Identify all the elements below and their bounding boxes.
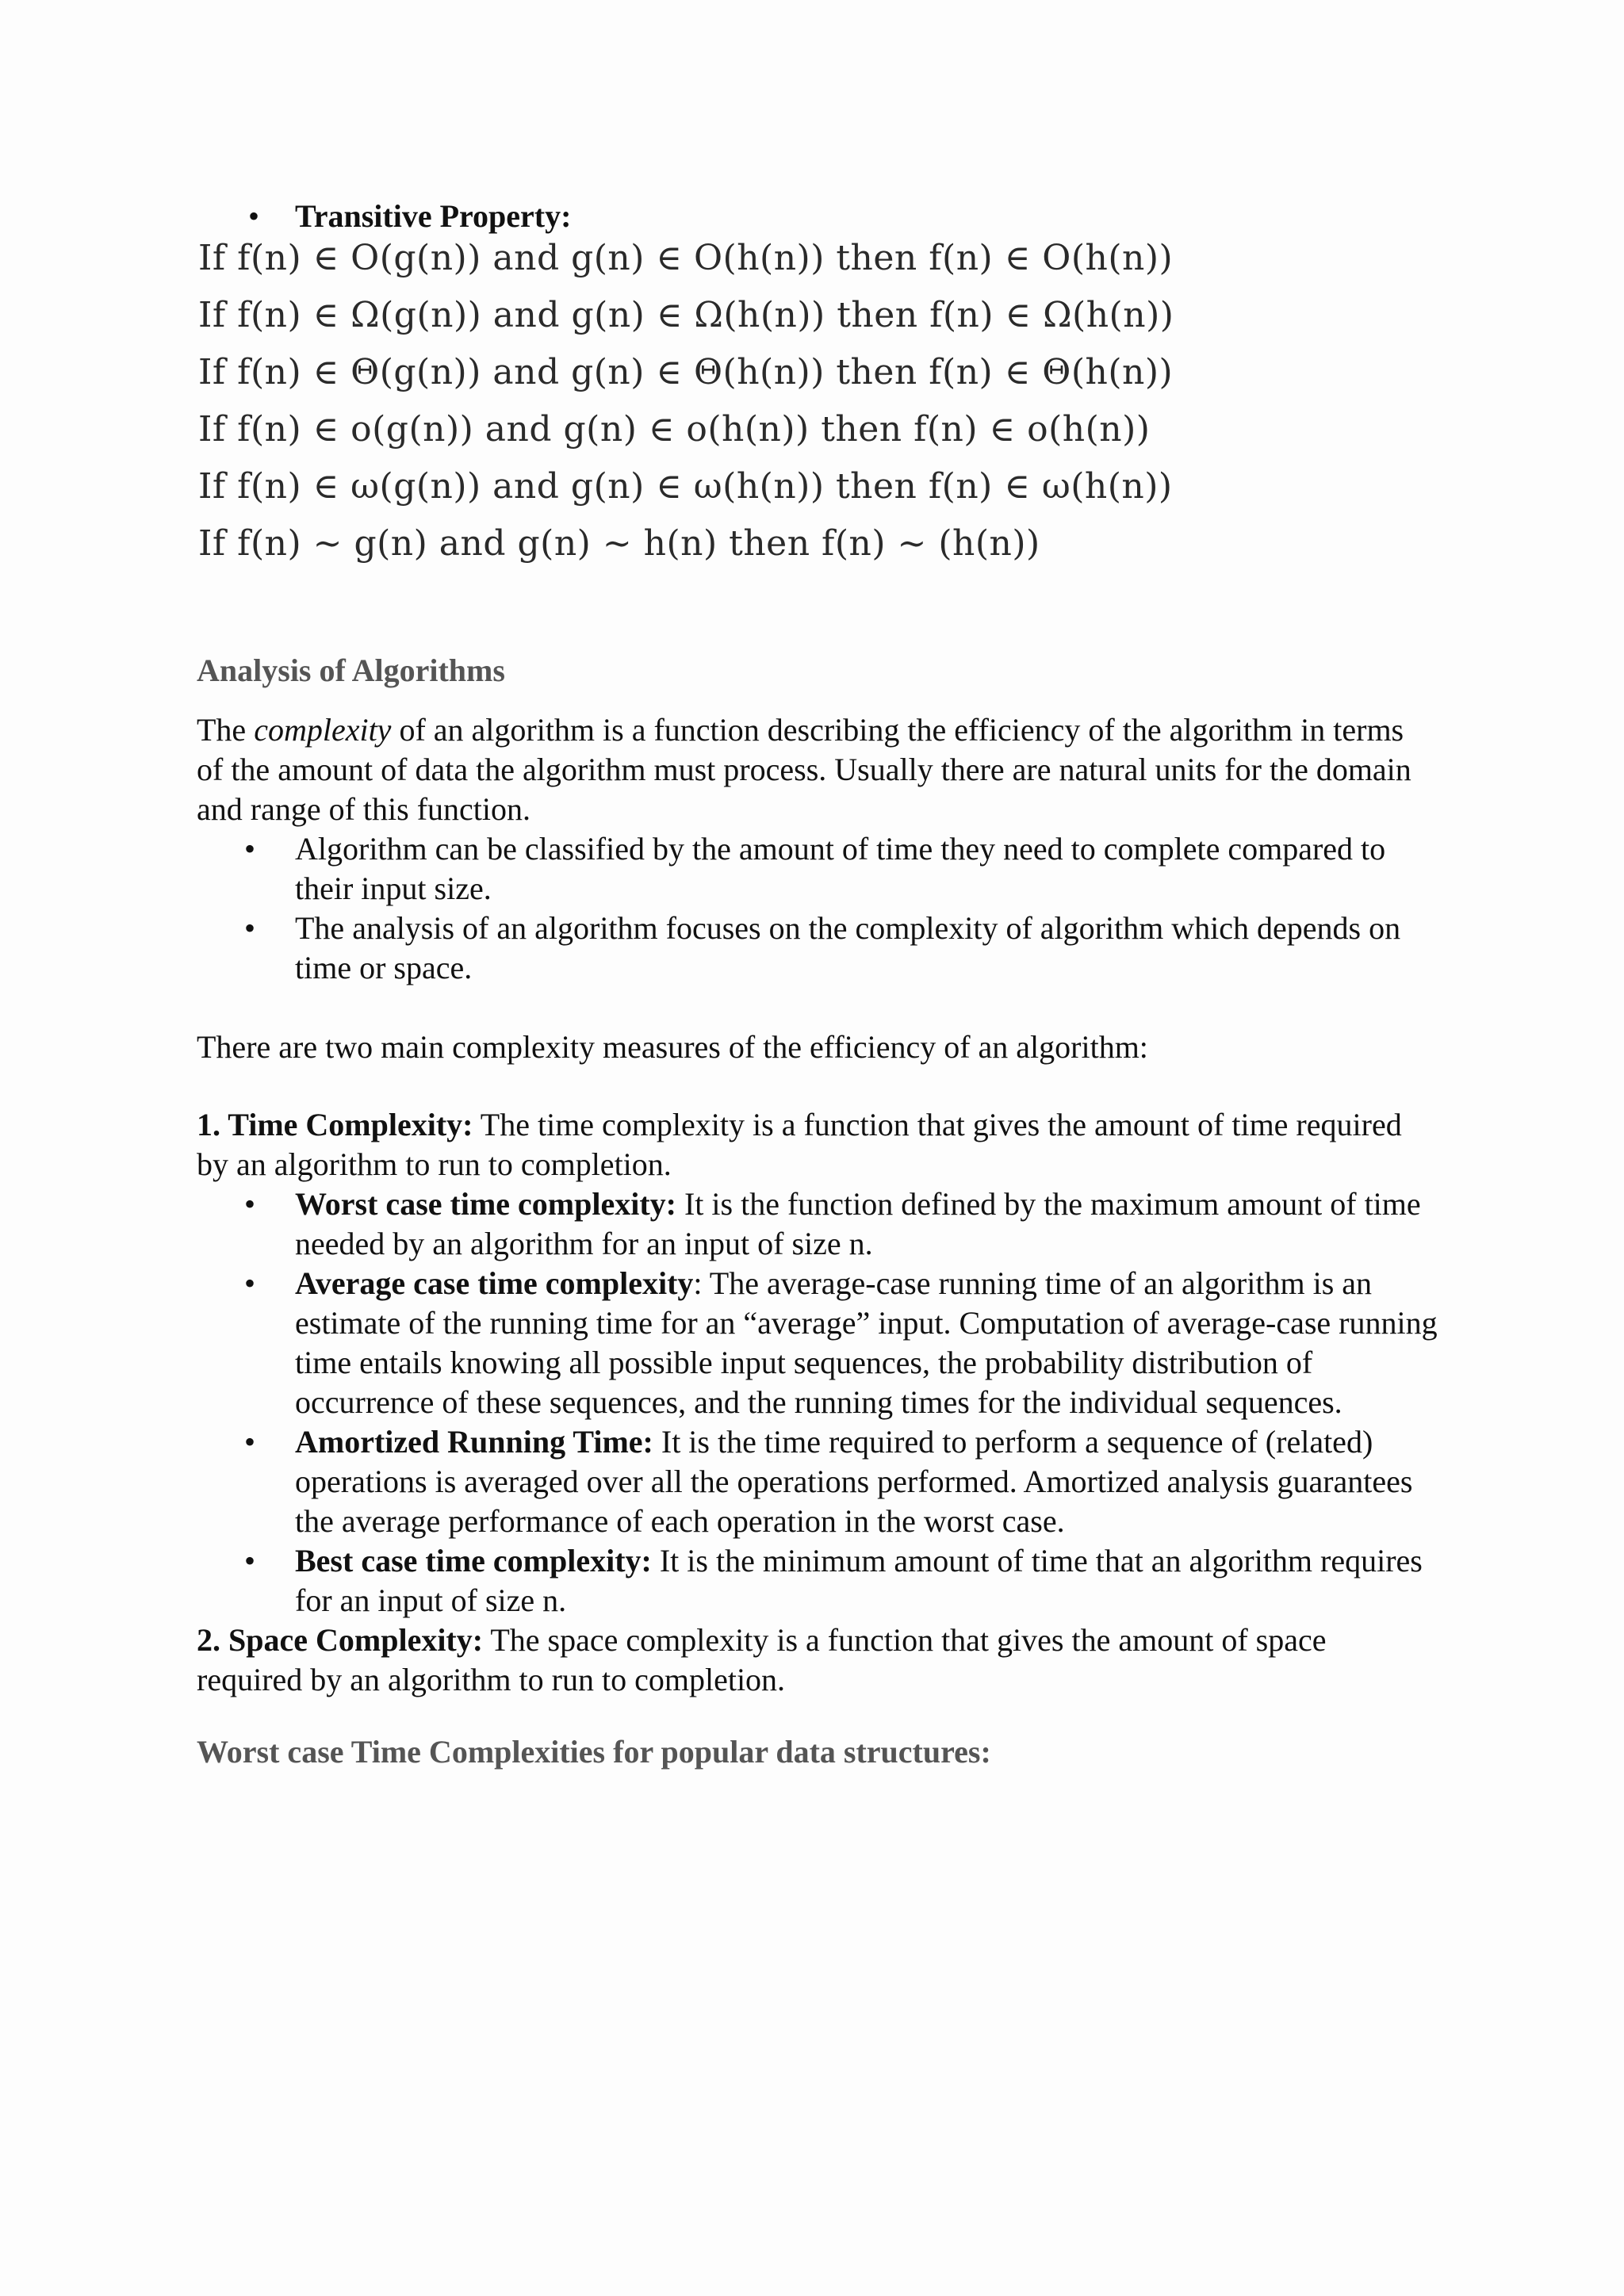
list-item [238, 1422, 1443, 1541]
transitive-formulas [198, 230, 1174, 572]
intro-rest: of an algorithm is a function describing the efficiency of the algorithm in terms of the amount of data the algorithm must process. Usually there are natural units for the domain and range of this function. [197, 712, 1411, 827]
list-item-text: The analysis of an algorithm focuses on the complexity of algorithm which depends on time or space. [295, 910, 1401, 985]
list-item [238, 1541, 1443, 1621]
bullet-dot: • [247, 198, 259, 234]
list-item [238, 829, 1443, 909]
list-item [238, 1264, 1443, 1422]
measures-intro: There are two main complexity measures of the efficiency of an algorithm: [197, 1029, 1148, 1065]
analysis-heading: Analysis of Algorithms [197, 652, 505, 688]
time-complexity-text: The time complexity is a function that gives the amount of time required by an algorithm to run to completion. [197, 1107, 1402, 1182]
list-item [238, 1184, 1443, 1264]
bullet-dot: • [243, 1424, 255, 1460]
bullet-dot: • [243, 1265, 255, 1301]
formula-line: If f(n) ∈ Ω(g(n)) and g(n) ∈ Ω(h(n)) then f(n) ∈ Ω(h(n)) [198, 295, 1174, 335]
transitive-label: Transitive Property: [295, 198, 572, 234]
list-item-text: Algorithm can be classified by the amount of time they need to complete compared to their input size. [295, 831, 1386, 906]
list-item-text: It is the function defined by the maximum amount of time needed by an algorithm for an input of size n. [295, 1186, 1421, 1261]
space-complexity-text: The space complexity is a function that gives the amount of space required by an algorithm to run to completion. [197, 1622, 1327, 1697]
analysis-bullets [238, 829, 1443, 988]
bullet-dot: • [243, 831, 255, 867]
list-item-label: Worst case time complexity: [295, 1186, 676, 1222]
list-item [238, 909, 1443, 988]
formula-line: If f(n) ∈ Θ(g(n)) and g(n) ∈ Θ(h(n)) then f(n) ∈ Θ(h(n)) [198, 352, 1174, 392]
bullet-dot: • [243, 1543, 255, 1578]
list-item-label: Average case time complexity [295, 1265, 694, 1301]
time-complexity-paragraph [197, 1105, 1434, 1184]
list-item-text: It is the time required to perform a sequence of (related) operations is averaged over all the operations performed. Amortized analysis guarantees the average performance of each operation in the worst case. [295, 1424, 1413, 1539]
space-complexity-label: 2. Space Complexity: [197, 1622, 484, 1658]
list-item-label: Best case time complexity: [295, 1543, 652, 1578]
space-complexity-paragraph [197, 1621, 1434, 1700]
formula-line: If f(n) ∈ ω(g(n)) and g(n) ∈ ω(h(n)) then f(n) ∈ ω(h(n)) [198, 466, 1173, 507]
list-item-label: Amortized Running Time: [295, 1424, 653, 1460]
formula-line: If f(n) ∈ O(g(n)) and g(n) ∈ O(h(n)) then f(n) ∈ O(h(n)) [198, 238, 1174, 278]
analysis-intro [197, 710, 1434, 829]
list-item-text: : The average-case running time of an algorithm is an estimate of the running time for an “average” input. Computation of average-case running time entails knowing all possible input sequences, the probability distribution of occurrence of these sequences, and the running times for the individual sequences. [295, 1265, 1438, 1420]
worst-case-heading: Worst case Time Complexities for popular data structures: [197, 1734, 991, 1770]
bullet-dot: • [243, 1186, 255, 1222]
intro-prefix: The [197, 712, 255, 748]
time-complexity-label: 1. Time Complexity: [197, 1107, 473, 1142]
formula-line: If f(n) ∈ o(g(n)) and g(n) ∈ o(h(n)) then f(n) ∈ o(h(n)) [198, 409, 1151, 450]
intro-emphasis: complexity [254, 712, 392, 748]
bullet-dot: • [243, 910, 255, 946]
formula-line: If f(n) ~ g(n) and g(n) ~ h(n) then f(n) ~ (h(n)) [198, 523, 1040, 564]
time-complexity-list [238, 1184, 1443, 1621]
list-item-text: It is the minimum amount of time that an algorithm requires for an input of size n. [295, 1543, 1423, 1618]
